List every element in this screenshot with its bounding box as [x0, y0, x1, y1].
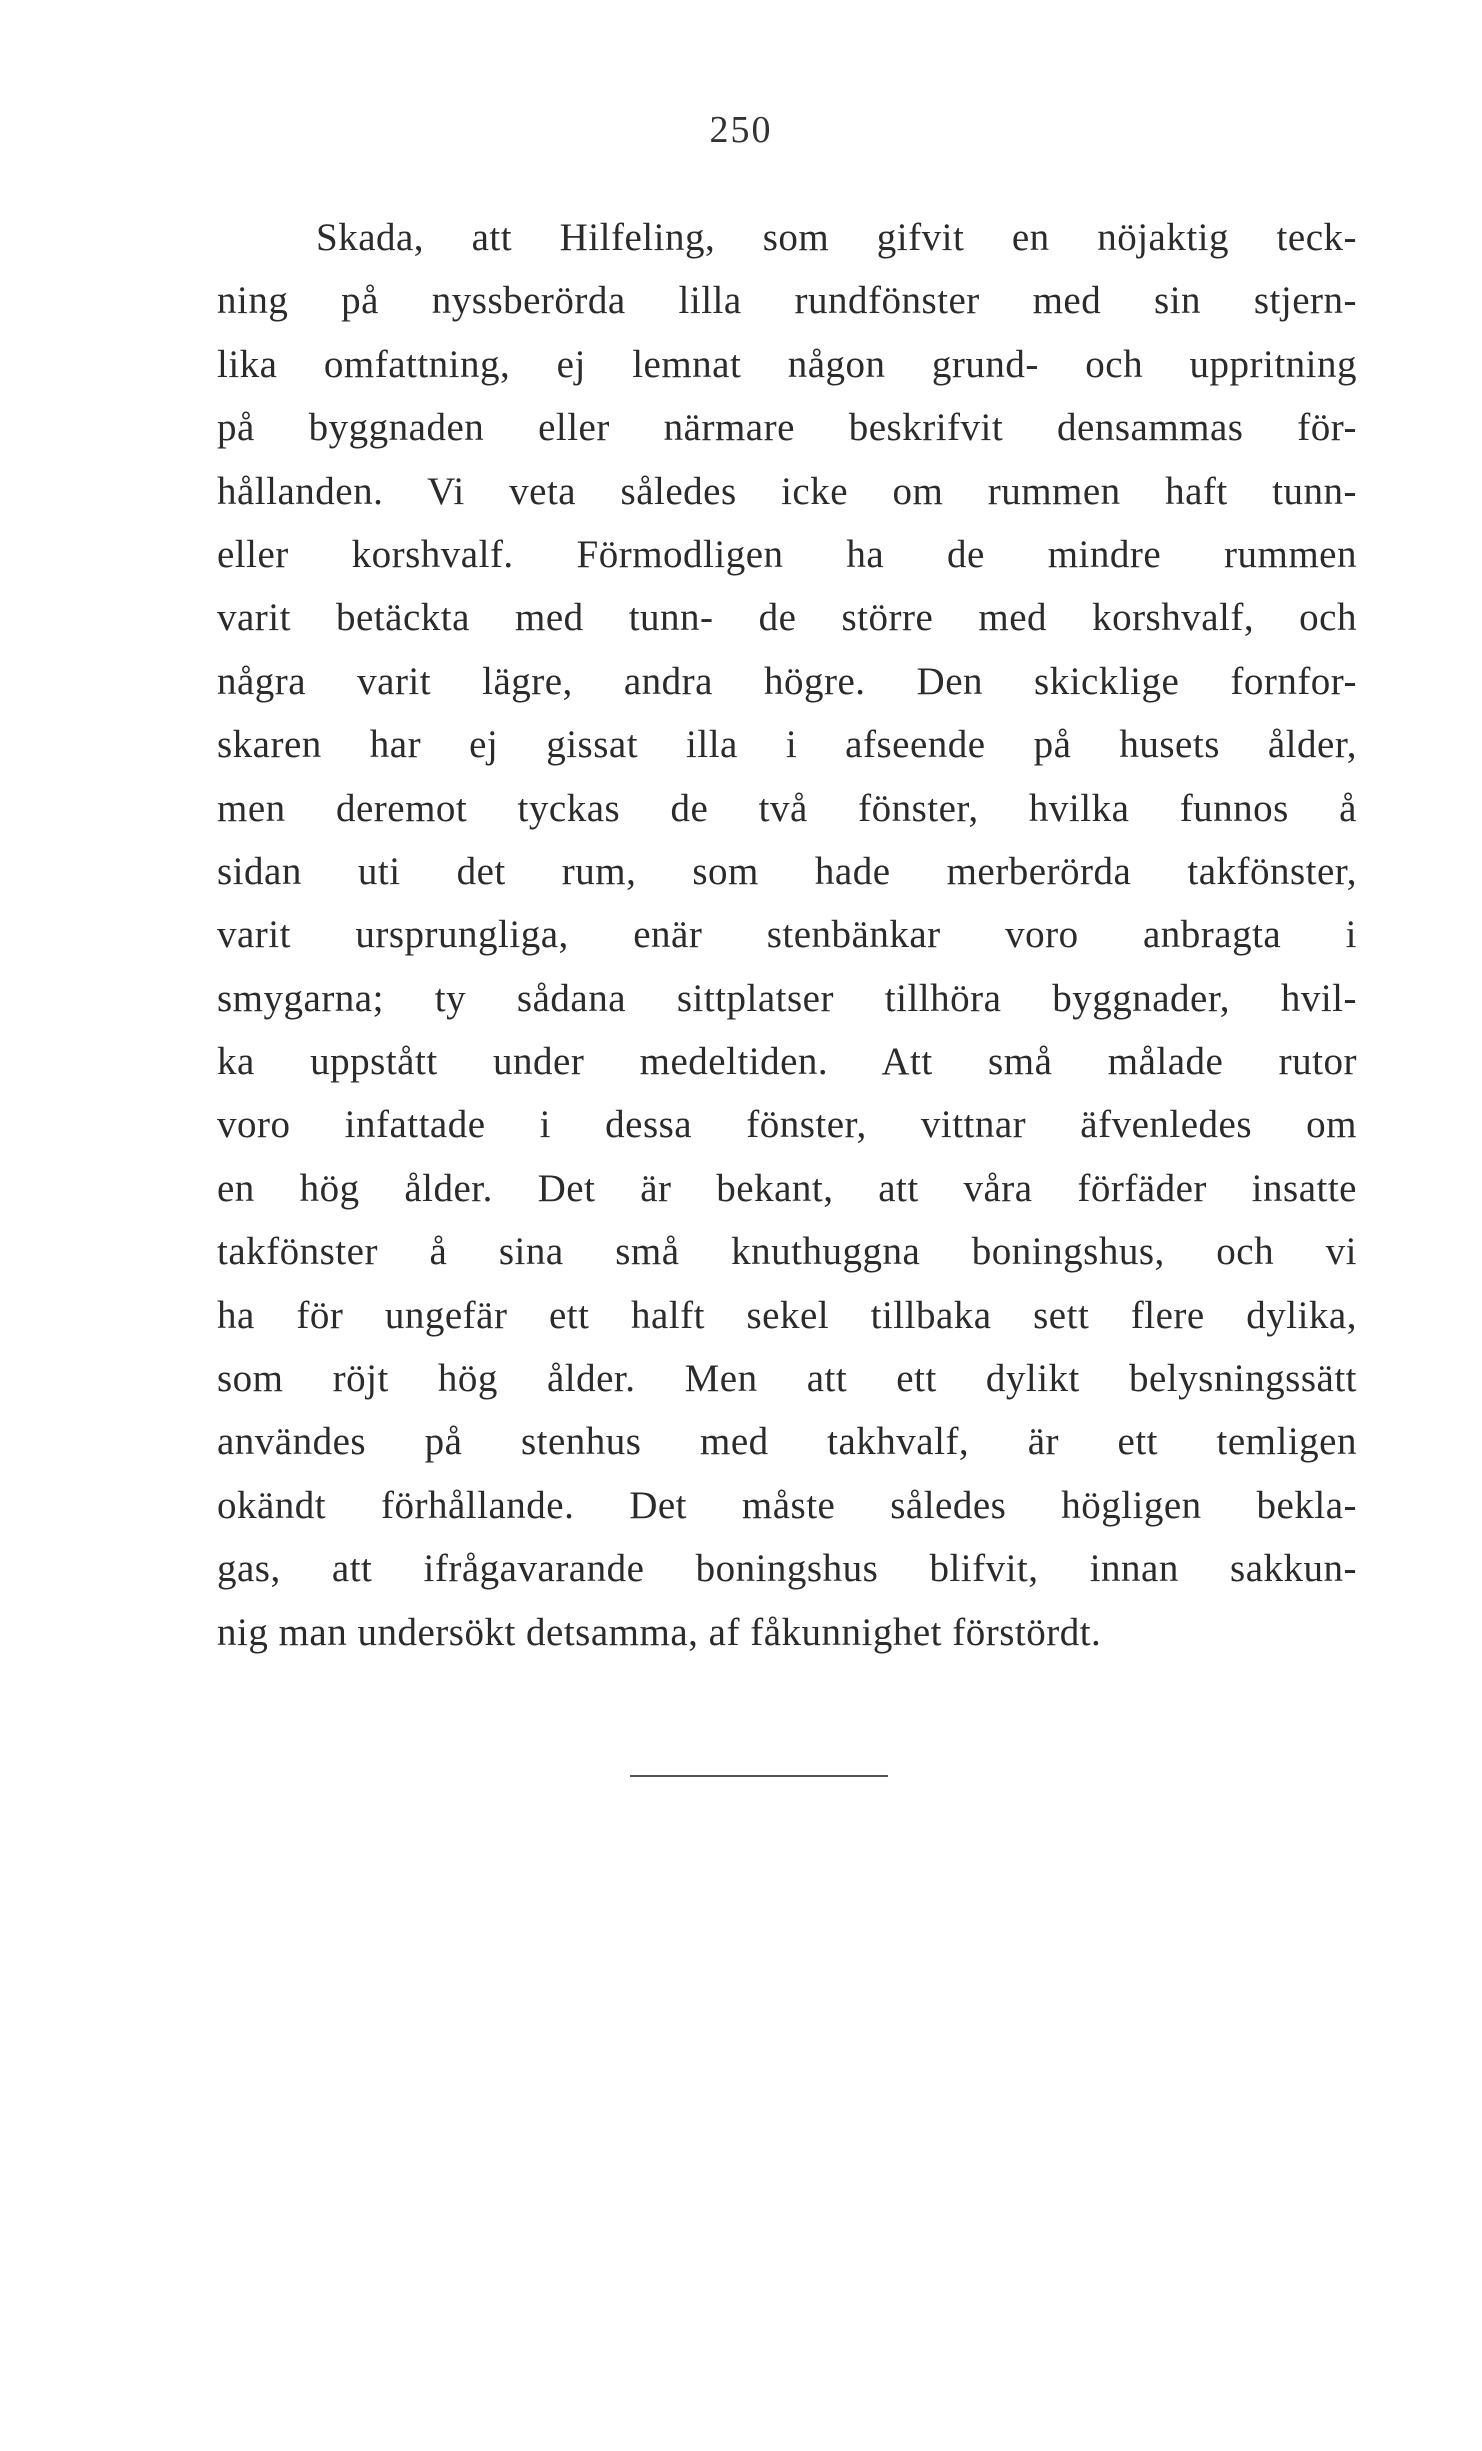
- text-line: varit betäckta med tunn- de större med korshvalf, och: [217, 596, 1357, 640]
- text-line: lika omfattning, ej lemnat någon grund- och uppritning: [217, 342, 1357, 386]
- text-line: varit ursprungliga, enär stenbänkar voro anbragta i: [217, 913, 1357, 957]
- text-line: hållanden. Vi veta således icke om rummen haft tunn-: [217, 469, 1357, 513]
- page-number: 250: [709, 109, 773, 151]
- footer-rule: [630, 1775, 888, 1777]
- text-line: smygarna; ty sådana sittplatser tillhöra byggnader, hvil-: [217, 976, 1357, 1020]
- text-line: takfönster å sina små knuthuggna boningshus, och vi: [217, 1230, 1357, 1274]
- text-line: sidan uti det rum, som hade merberörda takfönster,: [217, 849, 1357, 893]
- text-line: några varit lägre, andra högre. Den skicklige fornfor-: [217, 659, 1357, 703]
- text-line: användes på stenhus med takhvalf, är ett temligen: [217, 1420, 1357, 1464]
- text-line: skaren har ej gissat illa i afseende på husets ålder,: [217, 723, 1357, 767]
- text-line: voro infattade i dessa fönster, vittnar äfvenledes om: [217, 1103, 1357, 1147]
- text-line: nig man undersökt detsamma, af fåkunnighet förstördt.: [217, 1610, 1102, 1654]
- text-line: eller korshvalf. Förmodligen ha de mindre rummen: [217, 532, 1357, 576]
- text-line: men deremot tyckas de två fönster, hvilka funnos å: [217, 786, 1357, 830]
- text-line: på byggnaden eller närmare beskrifvit densammas för-: [217, 406, 1357, 450]
- text-line: ning på nyssberörda lilla rundfönster med sin stjern-: [217, 279, 1357, 323]
- text-line: Skada, att Hilfeling, som gifvit en nöjaktig teck-: [316, 216, 1357, 259]
- text-line: okändt förhållande. Det måste således högligen bekla-: [217, 1483, 1357, 1527]
- body-text: [217, 206, 1357, 1664]
- text-line: gas, att ifrågavarande boningshus blifvit, innan sakkun-: [217, 1547, 1357, 1591]
- text-line: ha för ungefär ett halft sekel tillbaka sett flere dylika,: [217, 1293, 1357, 1337]
- text-line: som röjt hög ålder. Men att ett dylikt belysningssätt: [217, 1357, 1357, 1401]
- text-line: en hög ålder. Det är bekant, att våra förfäder insatte: [217, 1166, 1357, 1210]
- text-line: ka uppstått under medeltiden. Att små målade rutor: [217, 1040, 1357, 1084]
